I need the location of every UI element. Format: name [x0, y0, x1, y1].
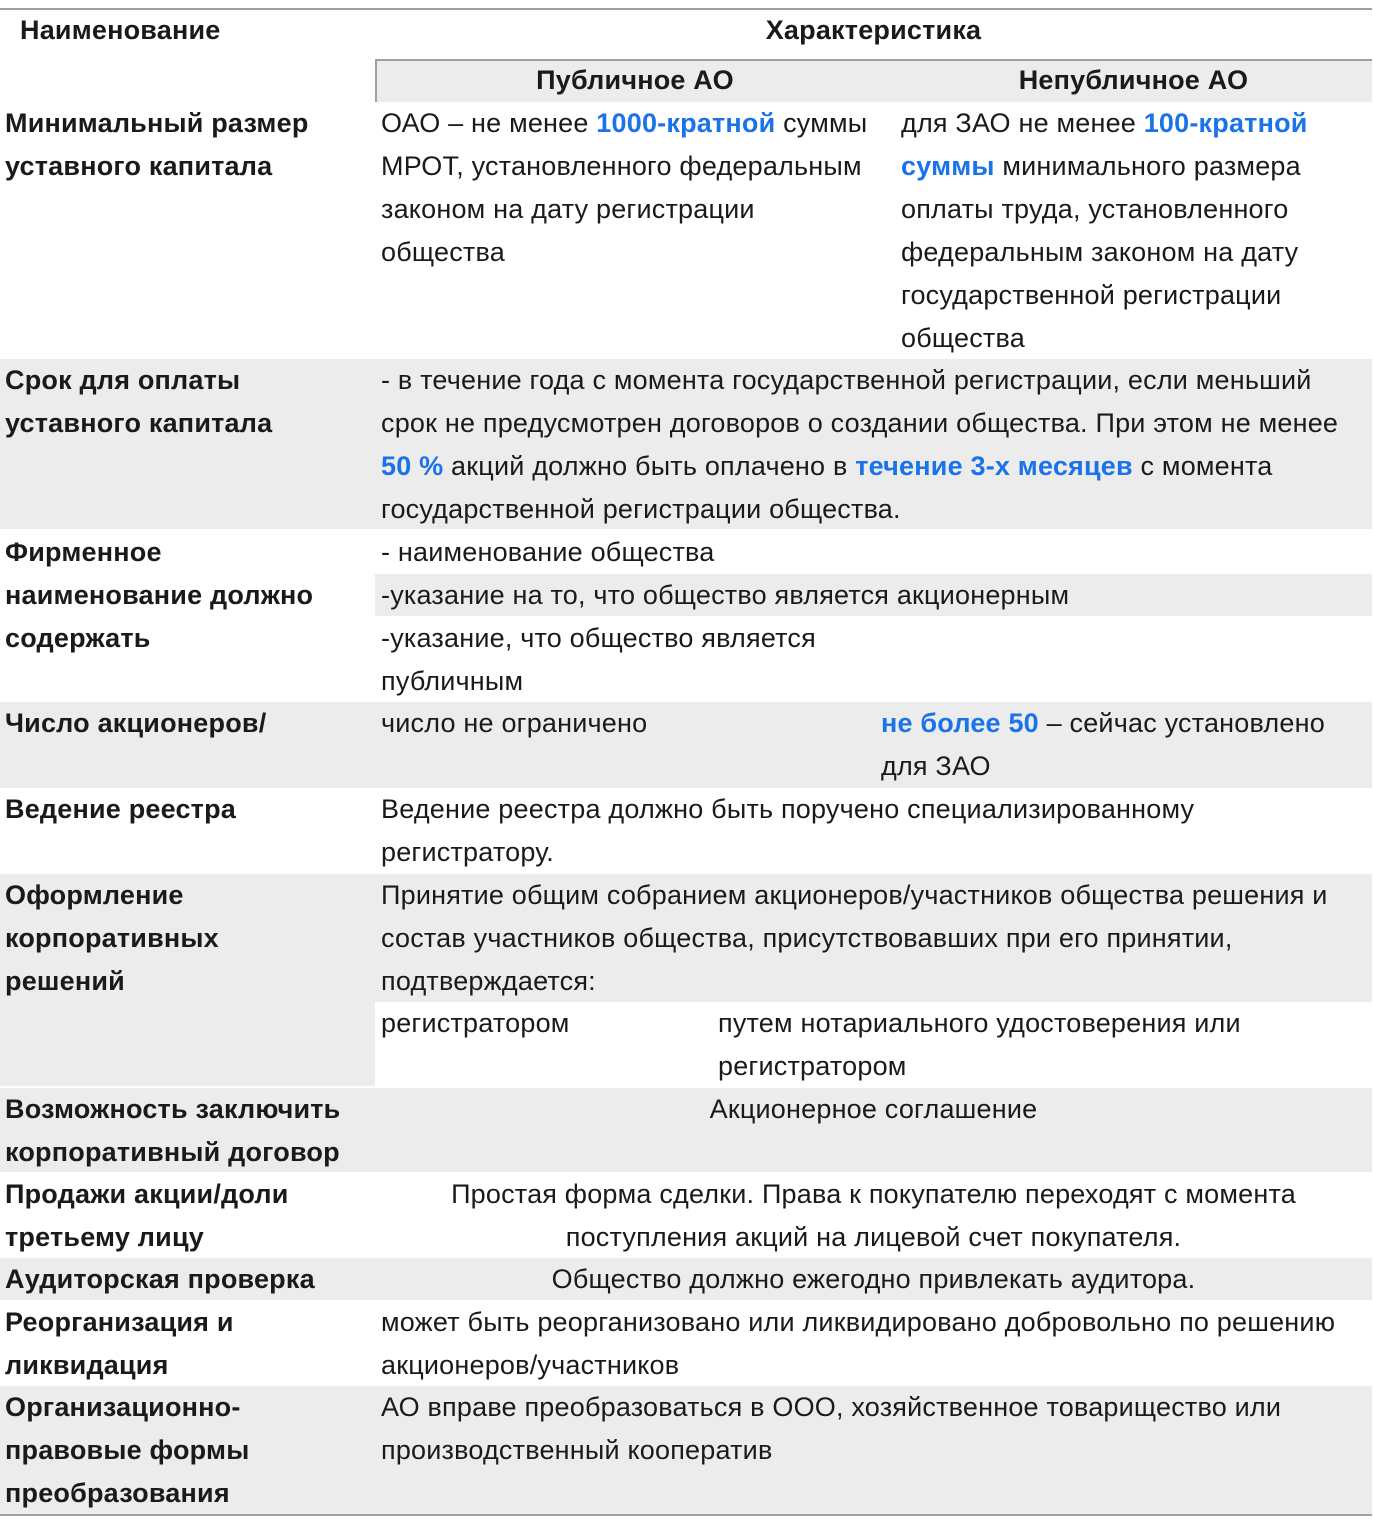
- min-capital-public: ОАО – не менее 1000-кратной суммы МРОТ, установленного федеральным законом на дату регистрации общества: [381, 108, 868, 267]
- firm-name-item: -указание на то, что общество является акционерным: [381, 580, 1070, 610]
- row-name-sale: Продажи акции/доли третьему лицу: [5, 1179, 289, 1252]
- registry-text: Ведение реестра должно быть поручено специализированному регистратору.: [381, 794, 1195, 867]
- audit-text: Общество должно ежегодно привлекать аудитора.: [551, 1264, 1196, 1294]
- corp-decisions-text: Принятие общим собранием акционеров/участников общества решения и состав участников общества, присутствовавших при его принятии, подтверждается:: [381, 880, 1328, 996]
- row-name-shareholders: Число акционеров/: [5, 708, 267, 738]
- row-name-min-capital: Минимальный размер уставного капитала: [5, 108, 309, 181]
- row-name-audit: Аудиторская проверка: [5, 1264, 315, 1294]
- payment-term-text: - в течение года с момента государственной регистрации, если меньший срок не предусмотрен договоров о создании общества. При этом не менее 50 % акций должно быть оплачено в течение 3-х месяцев с момента государственной регистрации общества.: [381, 365, 1339, 524]
- row-name-payment-term: Срок для оплаты уставного капитала: [5, 365, 273, 438]
- shareholders-public: число не ограничено: [381, 708, 648, 738]
- shareholders-nonpublic: не более 50 – сейчас установлено для ЗАО: [881, 708, 1325, 781]
- row-name-registry: Ведение реестра: [5, 794, 237, 824]
- row-name-corp-decisions: Оформление корпоративных решений: [5, 880, 219, 996]
- min-capital-nonpublic: для ЗАО не менее 100-кратной суммы минимального размера оплаты труда, установленного федеральным законом на дату государственной регистрации общества: [901, 108, 1308, 353]
- row-name-transform: Организационно-правовые формы преобразования: [5, 1392, 250, 1508]
- reorg-text: может быть реорганизовано или ликвидировано добровольно по решению акционеров/участников: [381, 1307, 1336, 1380]
- sale-text: Простая форма сделки. Права к покупателю переходят с момента поступления акций на лицевой счет покупателя.: [451, 1179, 1296, 1252]
- firm-name-item: - наименование общества: [381, 537, 715, 567]
- header-name-column: Наименование: [20, 15, 221, 45]
- row-name-firm-name: Фирменное наименование должно содержать: [5, 537, 314, 653]
- firm-name-item: -указание, что общество является публичным: [381, 623, 816, 696]
- header-nonpublic-column: Непубличное АО: [1018, 65, 1249, 95]
- transform-text: АО вправе преобразоваться в ООО, хозяйственное товарищество или производственный кооператив: [381, 1392, 1282, 1465]
- row-name-reorg: Реорганизация и ликвидация: [5, 1307, 234, 1380]
- row-name-corp-contract: Возможность заключить корпоративный договор: [5, 1094, 341, 1167]
- corp-decisions-public: регистратором: [381, 1008, 570, 1038]
- corp-decisions-nonpublic: путем нотариального удостоверения или регистратором: [718, 1008, 1241, 1081]
- corp-contract-text: Акционерное соглашение: [709, 1094, 1038, 1124]
- header-public-column: Публичное АО: [536, 65, 734, 95]
- header-characteristic-column: Характеристика: [765, 15, 982, 45]
